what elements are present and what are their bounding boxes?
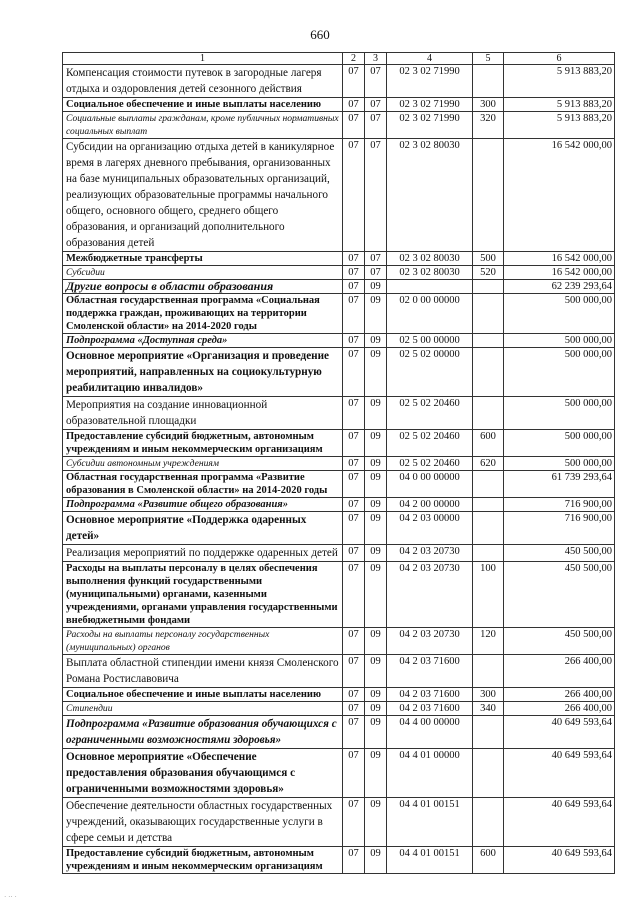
expense-type-cell [473,65,504,98]
row-name-cell: Другие вопросы в области образования [63,280,343,294]
amount-cell: 62 239 293,64 [504,280,615,294]
amount-cell: 266 400,00 [504,688,615,702]
section-code-cell: 07 [343,847,365,874]
header-cell: 4 [387,53,473,65]
expense-type-cell: 300 [473,688,504,702]
target-article-cell: 02 5 02 00000 [387,348,473,397]
section-code-cell: 07 [343,749,365,798]
section-code-cell: 07 [343,498,365,512]
subsection-code-cell: 09 [365,471,387,498]
subsection-code-cell: 09 [365,397,387,430]
target-article-cell: 04 2 03 00000 [387,512,473,545]
subsection-code-cell: 07 [365,65,387,98]
amount-cell: 5 913 883,20 [504,112,615,139]
subsection-code-cell: 09 [365,280,387,294]
row-name-cell: Обеспечение деятельности областных государственных учреждений, оказывающих государственные услуги в сфере семьи и детства [63,798,343,847]
table-row [63,294,615,334]
expense-type-cell [473,798,504,847]
row-name-cell: Субсидии [63,266,343,280]
section-code-cell: 07 [343,545,365,562]
expense-type-cell [473,545,504,562]
table-row [63,457,615,471]
section-code-cell: 07 [343,628,365,655]
scan-artifact: · ·· · [4,893,17,901]
expense-type-cell: 320 [473,112,504,139]
table-row [63,562,615,628]
target-article-cell: 02 5 02 20460 [387,430,473,457]
table-row [63,334,615,348]
expense-type-cell: 620 [473,457,504,471]
table-row [63,98,615,112]
amount-cell: 61 739 293,64 [504,471,615,498]
amount-cell: 450 500,00 [504,628,615,655]
subsection-code-cell: 07 [365,98,387,112]
section-code-cell: 07 [343,266,365,280]
row-name-cell: Реализация мероприятий по поддержке одаренных детей [63,545,343,562]
table-row [63,512,615,545]
table-row [63,498,615,512]
target-article-cell: 02 3 02 80030 [387,266,473,280]
table-row [63,702,615,716]
table-row [63,112,615,139]
expense-type-cell [473,397,504,430]
target-article-cell: 04 4 00 00000 [387,716,473,749]
section-code-cell: 07 [343,457,365,471]
subsection-code-cell: 07 [365,252,387,266]
row-name-cell: Расходы на выплаты персоналу государственных (муниципальных) органов [63,628,343,655]
row-name-cell: Подпрограмма «Доступная среда» [63,334,343,348]
target-article-cell: 04 2 03 71600 [387,688,473,702]
amount-cell: 266 400,00 [504,702,615,716]
section-code-cell: 07 [343,688,365,702]
target-article-cell: 04 2 03 71600 [387,702,473,716]
table-row [63,252,615,266]
subsection-code-cell: 09 [365,847,387,874]
table-row [63,139,615,252]
section-code-cell: 07 [343,562,365,628]
amount-cell: 500 000,00 [504,397,615,430]
target-article-cell: 04 2 03 20730 [387,562,473,628]
header-cell: 1 [63,53,343,65]
section-code-cell: 07 [343,655,365,688]
section-code-cell: 07 [343,716,365,749]
row-name-cell: Основное мероприятие «Организация и проведение мероприятий, направленных на социокультурную реабилитацию инвалидов» [63,348,343,397]
subsection-code-cell: 09 [365,545,387,562]
row-name-cell: Выплата областной стипендии имени князя Смоленского Романа Ростиславовича [63,655,343,688]
header-cell: 6 [504,53,615,65]
table-row [63,628,615,655]
subsection-code-cell: 09 [365,512,387,545]
amount-cell: 16 542 000,00 [504,252,615,266]
subsection-code-cell: 09 [365,457,387,471]
header-cell: 2 [343,53,365,65]
amount-cell: 5 913 883,20 [504,98,615,112]
row-name-cell: Областная государственная программа «Развитие образования в Смоленской области» на 2014-2020 годы [63,471,343,498]
amount-cell: 500 000,00 [504,430,615,457]
target-article-cell: 02 3 02 80030 [387,252,473,266]
section-code-cell: 07 [343,139,365,252]
subsection-code-cell: 09 [365,294,387,334]
amount-cell: 450 500,00 [504,562,615,628]
expense-type-cell: 120 [473,628,504,655]
row-name-cell: Социальное обеспечение и иные выплаты населению [63,688,343,702]
subsection-code-cell: 09 [365,498,387,512]
target-article-cell: 04 2 03 20730 [387,628,473,655]
expense-type-cell [473,749,504,798]
subsection-code-cell: 07 [365,112,387,139]
target-article-cell: 02 5 02 20460 [387,397,473,430]
subsection-code-cell: 09 [365,702,387,716]
section-code-cell: 07 [343,334,365,348]
target-article-cell: 02 3 02 80030 [387,139,473,252]
amount-cell: 716 900,00 [504,512,615,545]
section-code-cell: 07 [343,798,365,847]
target-article-cell: 04 2 03 20730 [387,545,473,562]
amount-cell: 450 500,00 [504,545,615,562]
amount-cell: 266 400,00 [504,655,615,688]
amount-cell: 40 649 593,64 [504,749,615,798]
section-code-cell: 07 [343,294,365,334]
row-name-cell: Субсидии на организацию отдыха детей в каникулярное время в лагерях дневного пребывания, организованных на базе муниципальных образовательных организаций, реализующих образовательные программы начального общего, основного общего, среднего общего образования, и организаций дополнительного образования детей [63,139,343,252]
expense-type-cell [473,280,504,294]
amount-cell: 500 000,00 [504,348,615,397]
table-row [63,749,615,798]
table-row [63,266,615,280]
table-row [63,471,615,498]
expense-type-cell: 300 [473,98,504,112]
table-row [63,545,615,562]
subsection-code-cell: 09 [365,430,387,457]
target-article-cell: 02 3 02 71990 [387,65,473,98]
row-name-cell: Стипендии [63,702,343,716]
target-article-cell: 04 4 01 00000 [387,749,473,798]
amount-cell: 500 000,00 [504,294,615,334]
row-name-cell: Подпрограмма «Развитие общего образования» [63,498,343,512]
section-code-cell: 07 [343,280,365,294]
section-code-cell: 07 [343,512,365,545]
subsection-code-cell: 09 [365,688,387,702]
expense-type-cell [473,498,504,512]
table-row [63,280,615,294]
section-code-cell: 07 [343,702,365,716]
expense-type-cell [473,716,504,749]
expense-type-cell [473,334,504,348]
target-article-cell: 04 2 00 00000 [387,498,473,512]
subsection-code-cell: 09 [365,562,387,628]
row-name-cell: Социальное обеспечение и иные выплаты населению [63,98,343,112]
expense-type-cell: 520 [473,266,504,280]
expense-type-cell [473,471,504,498]
section-code-cell: 07 [343,112,365,139]
row-name-cell: Предоставление субсидий бюджетным, автономным учреждениям и иным некоммерческим организациям [63,847,343,874]
target-article-cell: 04 0 00 00000 [387,471,473,498]
target-article-cell: 02 0 00 00000 [387,294,473,334]
table-row [63,716,615,749]
table-row [63,847,615,874]
expense-type-cell: 600 [473,847,504,874]
subsection-code-cell: 09 [365,798,387,847]
target-article-cell: 02 3 02 71990 [387,112,473,139]
row-name-cell: Основное мероприятие «Поддержка одаренных детей» [63,512,343,545]
expense-type-cell: 100 [473,562,504,628]
amount-cell: 16 542 000,00 [504,266,615,280]
section-code-cell: 07 [343,348,365,397]
table-row [63,798,615,847]
amount-cell: 5 913 883,20 [504,65,615,98]
subsection-code-cell: 09 [365,716,387,749]
table-row [63,348,615,397]
row-name-cell: Мероприятия на создание инновационной образовательной площадки [63,397,343,430]
expense-type-cell [473,294,504,334]
subsection-code-cell: 07 [365,266,387,280]
target-article-cell: 02 5 00 00000 [387,334,473,348]
amount-cell: 500 000,00 [504,457,615,471]
table-row [63,655,615,688]
header-cell: 3 [365,53,387,65]
amount-cell: 16 542 000,00 [504,139,615,252]
row-name-cell: Межбюджетные трансферты [63,252,343,266]
subsection-code-cell: 07 [365,139,387,252]
target-article-cell: 02 5 02 20460 [387,457,473,471]
target-article-cell: 04 4 01 00151 [387,847,473,874]
amount-cell: 40 649 593,64 [504,798,615,847]
subsection-code-cell: 09 [365,348,387,397]
row-name-cell: Областная государственная программа «Социальная поддержка граждан, проживающих на территории Смоленской области» на 2014-2020 годы [63,294,343,334]
row-name-cell: Основное мероприятие «Обеспечение предоставления образования обучающимся с ограниченными возможностями здоровья» [63,749,343,798]
section-code-cell: 07 [343,430,365,457]
expense-type-cell [473,139,504,252]
section-code-cell: 07 [343,397,365,430]
section-code-cell: 07 [343,252,365,266]
row-name-cell: Компенсация стоимости путевок в загородные лагеря отдыха и оздоровления детей сезонного действия [63,65,343,98]
row-name-cell: Подпрограмма «Развитие образования обучающихся с ограниченными возможностями здоровья» [63,716,343,749]
target-article-cell: 04 4 01 00151 [387,798,473,847]
amount-cell: 500 000,00 [504,334,615,348]
table-row [63,688,615,702]
section-code-cell: 07 [343,471,365,498]
subsection-code-cell: 09 [365,628,387,655]
target-article-cell: 02 3 02 71990 [387,98,473,112]
budget-table [62,52,615,874]
expense-type-cell [473,512,504,545]
section-code-cell: 07 [343,65,365,98]
amount-cell: 716 900,00 [504,498,615,512]
header-cell: 5 [473,53,504,65]
amount-cell: 40 649 593,64 [504,716,615,749]
expense-type-cell [473,348,504,397]
expense-type-cell [473,655,504,688]
row-name-cell: Расходы на выплаты персоналу в целях обеспечения выполнения функций государственными (муниципальными) органами, казенными учреждениями, органами управления государственными внебюджетными фондами [63,562,343,628]
page-number: 660 [310,27,330,42]
table-row [63,65,615,98]
table-row [63,430,615,457]
amount-cell: 40 649 593,64 [504,847,615,874]
expense-type-cell: 600 [473,430,504,457]
target-article-cell [387,280,473,294]
section-code-cell: 07 [343,98,365,112]
subsection-code-cell: 09 [365,749,387,798]
row-name-cell: Социальные выплаты гражданам, кроме публичных нормативных социальных выплат [63,112,343,139]
subsection-code-cell: 09 [365,334,387,348]
row-name-cell: Субсидии автономным учреждениям [63,457,343,471]
expense-type-cell: 340 [473,702,504,716]
expense-type-cell: 500 [473,252,504,266]
subsection-code-cell: 09 [365,655,387,688]
row-name-cell: Предоставление субсидий бюджетным, автономным учреждениям и иным некоммерческим организациям [63,430,343,457]
table-row [63,397,615,430]
target-article-cell: 04 2 03 71600 [387,655,473,688]
header-row [63,53,615,65]
